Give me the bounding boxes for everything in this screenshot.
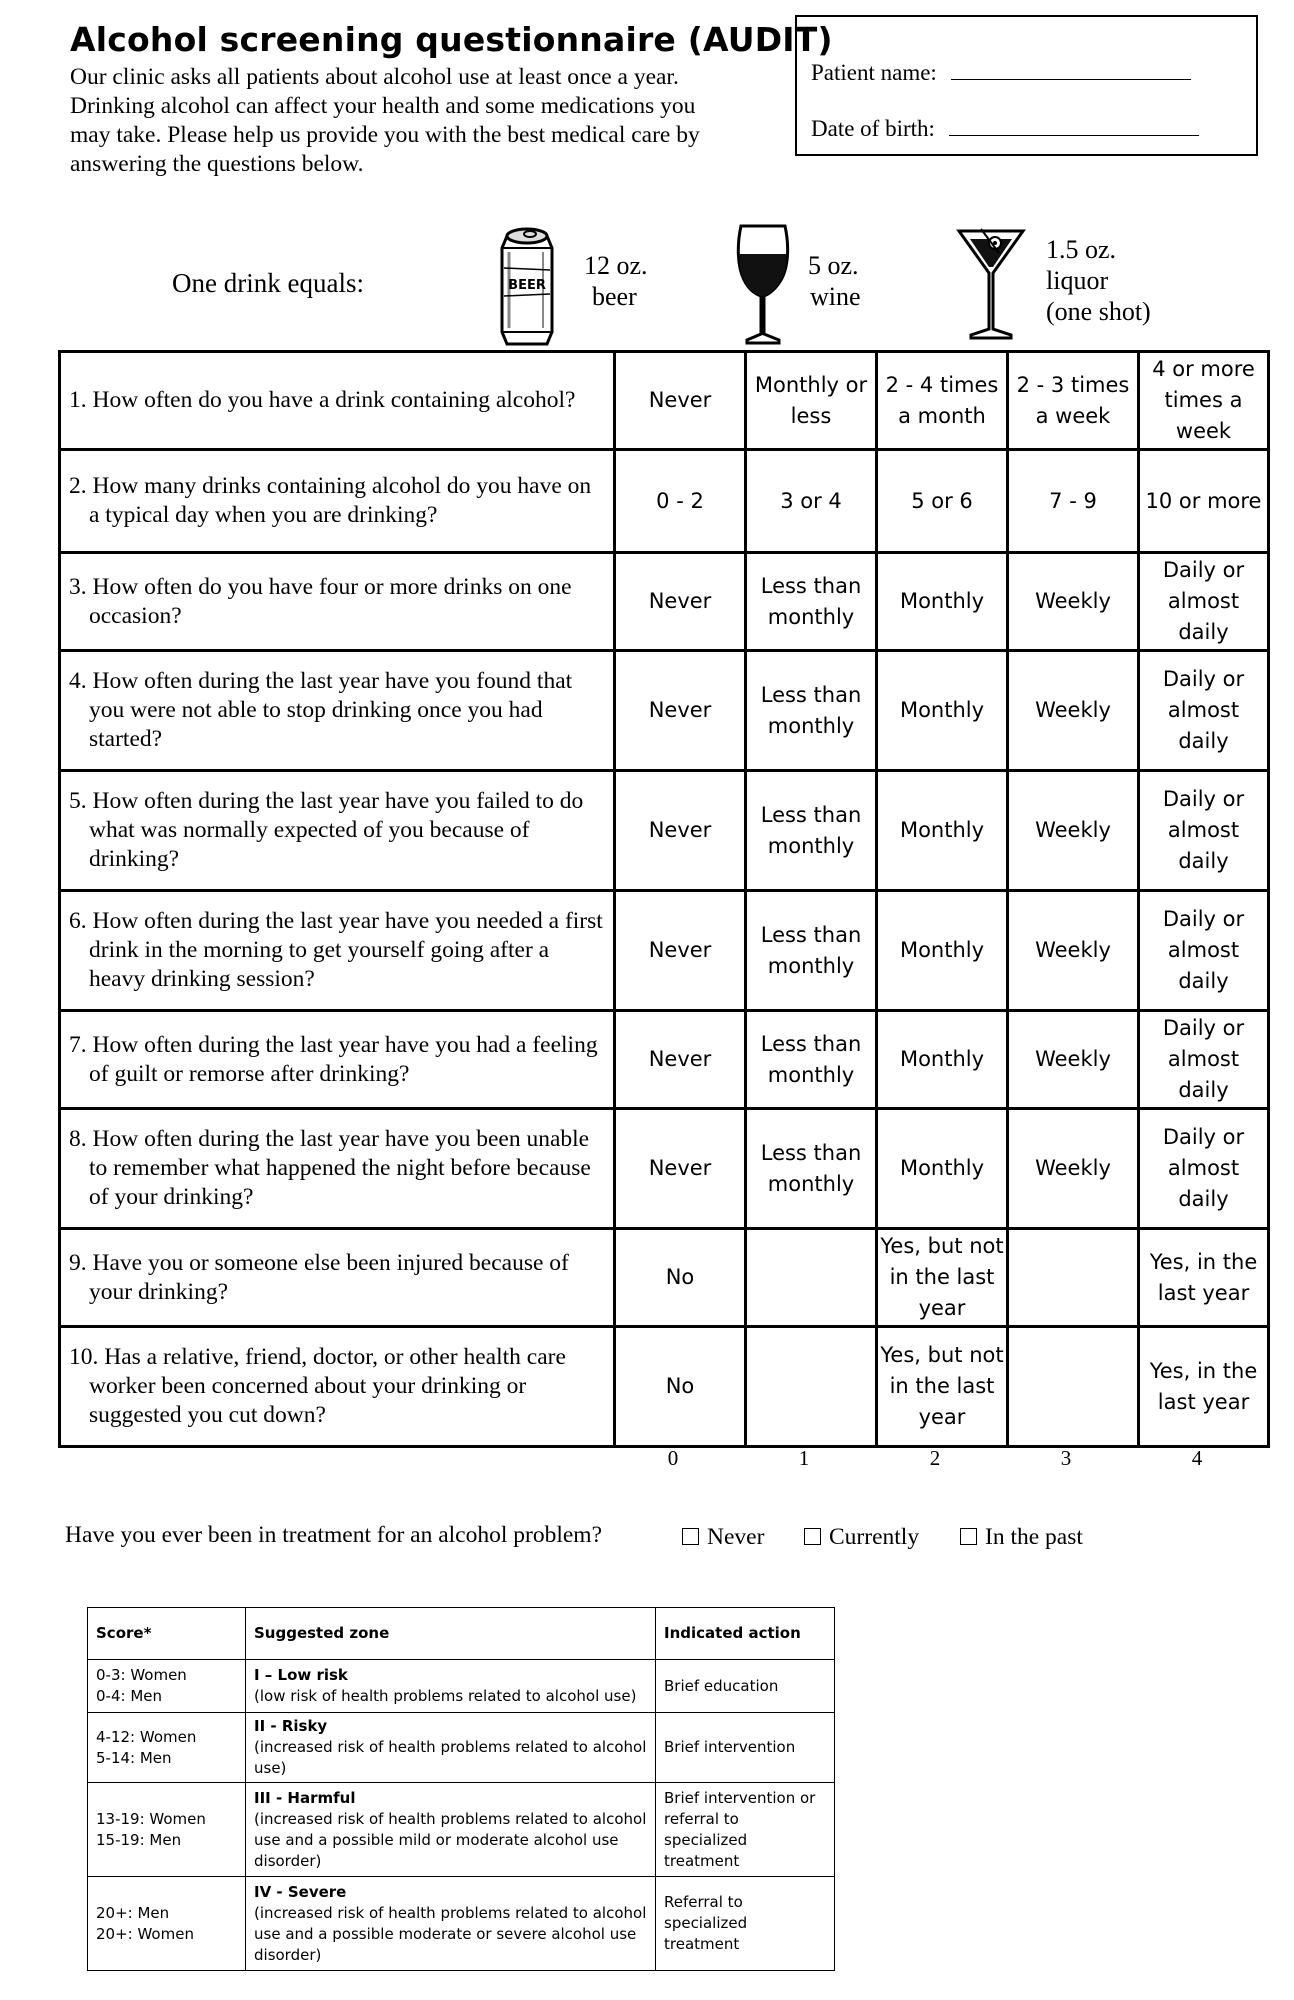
beer-can-text: BEER [508,278,546,293]
zone-row [88,1713,835,1783]
answer-option[interactable]: Less than monthly [746,1011,877,1109]
treatment-option-label: In the past [985,1524,1083,1550]
score-value: 1 [798,1446,810,1470]
patient-info-box [795,15,1258,156]
zone-name: IV - Severe [254,1882,347,1901]
score-value: 2 [929,1446,941,1470]
answer-option[interactable]: 0 - 2 [615,450,746,553]
answer-option[interactable]: 3 or 4 [746,450,877,553]
answer-option[interactable]: Never [615,1011,746,1109]
intro-line: answering the questions below. [70,151,364,177]
score-values-row [0,1446,1294,1476]
patient-name-label: Patient name: [811,60,937,85]
score-value: 4 [1191,1446,1203,1470]
score-range: 4-12: Women [96,1727,197,1746]
treatment-option-past[interactable] [960,1524,1083,1551]
question-text: 5. How often during the last year have you failed to do what was normally expected of you because of drinking? [69,788,584,872]
score-range: 13-19: Women [96,1809,206,1828]
answer-option[interactable]: Monthly [877,651,1008,771]
zone-name: II - Risky [254,1717,328,1735]
answer-option[interactable]: No [615,1327,746,1447]
zone-description: (increased risk of health problems related to alcohol use) [254,1738,647,1777]
beer-can-icon [497,222,557,353]
answer-option[interactable]: Weekly [1008,1109,1139,1229]
question-text: 8. How often during the last year have you been unable to remember what happened the night before because of your drinking? [69,1126,591,1210]
question-text: 1. How often do you have a drink containing alcohol? [69,387,576,413]
answer-option[interactable]: 7 - 9 [1008,450,1139,553]
answer-option[interactable]: Daily or almost daily [1139,651,1269,771]
answer-option[interactable]: Weekly [1008,651,1139,771]
answer-option[interactable]: Monthly [877,553,1008,651]
answer-option[interactable]: Never [615,651,746,771]
column-header: Suggested zone [246,1608,656,1660]
answer-option[interactable]: Less than monthly [746,771,877,891]
dob-label: Date of birth: [811,116,935,141]
question-row [60,651,1269,771]
column-header: Indicated action [656,1608,835,1660]
treatment-option-label: Currently [829,1524,920,1550]
question-row [60,1011,1269,1109]
patient-name-row [811,57,1191,86]
answer-option[interactable]: Less than monthly [746,1109,877,1229]
question-text: 9. Have you or someone else been injured because of your drinking? [69,1249,569,1305]
drink-equivalent-label: One drink equals: [172,268,364,298]
patient-name-field[interactable] [951,57,1191,80]
indicated-action: Brief intervention or referral to specialized treatment [656,1783,835,1877]
answer-option[interactable]: No [615,1229,746,1327]
answer-option[interactable]: Monthly [877,1109,1008,1229]
liquor-note: (one shot) [1046,297,1151,326]
intro-line: may take. Please help us provide you with the best medical care by [70,122,700,148]
answer-option[interactable] [1008,1229,1139,1327]
scoring-zones-table [87,1607,835,1971]
answer-option[interactable]: Yes, in the last year [1139,1327,1269,1447]
answer-option[interactable]: Yes, but not in the last year [877,1327,1008,1447]
score-value: 3 [1060,1446,1072,1470]
indicated-action: Referral to specialized treatment [656,1877,835,1971]
question-row [60,1327,1269,1447]
beer-amount: 12 oz. [584,251,648,280]
answer-option[interactable]: Less than monthly [746,553,877,651]
indicated-action: Brief intervention [656,1713,835,1783]
answer-option[interactable]: Daily or almost daily [1139,891,1269,1011]
answer-option[interactable]: Monthly [877,771,1008,891]
answer-option[interactable]: Weekly [1008,1011,1139,1109]
checkbox-icon[interactable] [682,1528,699,1545]
zone-row [88,1660,835,1713]
question-row [60,553,1269,651]
audit-questions-table [58,350,1270,1448]
zone-name: III - Harmful [254,1788,356,1807]
answer-option[interactable]: Monthly or less [746,352,877,450]
liquor-label: liquor [1046,266,1109,295]
zone-row [88,1877,835,1971]
question-text: 6. How often during the last year have you needed a first drink in the morning to get yourself going after a heavy drinking session? [69,908,603,992]
score-range: 20+: Men [96,1903,170,1922]
beer-size [584,250,648,312]
answer-option[interactable] [1008,1327,1139,1447]
answer-option[interactable]: Never [615,553,746,651]
treatment-option-label: Never [707,1524,765,1550]
answer-option[interactable]: Never [615,891,746,1011]
score-value: 0 [667,1446,679,1470]
indicated-action: Brief education [656,1660,835,1713]
score-range: 20+: Women [96,1924,194,1943]
answer-option[interactable]: Weekly [1008,553,1139,651]
page-title: Alcohol screening questionnaire (AUDIT) [70,20,833,59]
zone-description: (increased risk of health problems related to alcohol use and a possible mild or moderate alcohol use disorder) [254,1809,647,1870]
zone-row [88,1783,835,1877]
answer-option[interactable]: Never [615,1109,746,1229]
checkbox-icon[interactable] [960,1528,977,1545]
answer-option[interactable]: Daily or almost daily [1139,553,1269,651]
answer-option[interactable]: Daily or almost daily [1139,1011,1269,1109]
answer-option[interactable]: 5 or 6 [877,450,1008,553]
question-text: 4. How often during the last year have you found that you were not able to stop drinking once you had started? [69,668,573,752]
zones-header-row [88,1608,835,1660]
answer-option[interactable]: Never [615,352,746,450]
answer-option[interactable] [746,1327,877,1447]
treatment-option-currently[interactable] [804,1524,919,1551]
dob-row [811,113,1199,142]
answer-option[interactable]: Monthly [877,891,1008,1011]
liquor-amount: 1.5 oz. [1046,235,1117,264]
question-row [60,1109,1269,1229]
question-text: 10. Has a relative, friend, doctor, or other health care worker been concerned about your drinking or suggested you cut down? [69,1344,566,1428]
answer-option[interactable]: Less than monthly [746,651,877,771]
question-text: 3. How often do you have four or more drinks on one occasion? [69,573,572,629]
question-text: 2. How many drinks containing alcohol do you have on a typical day when you are drinking? [69,473,592,528]
score-range: 0-4: Men [96,1687,162,1705]
answer-option[interactable]: 10 or more [1139,450,1269,553]
question-text: 7. How often during the last year have you had a feeling of guilt or remorse after drinking? [69,1031,598,1087]
treatment-question: Have you ever been in treatment for an alcohol problem? [65,1522,603,1548]
martini-glass-icon [955,225,1027,346]
wine-amount: 5 oz. [808,251,859,280]
answer-option[interactable]: Daily or almost daily [1139,1109,1269,1229]
question-row [60,1229,1269,1327]
liquor-size [1046,234,1151,327]
wine-size [808,250,861,312]
intro-line: Our clinic asks all patients about alcohol use at least once a year. [70,64,679,90]
answer-option[interactable]: Less than monthly [746,891,877,1011]
answer-option[interactable]: Yes, in the last year [1139,1229,1269,1327]
wine-label: wine [810,282,861,311]
zone-description: (increased risk of health problems related to alcohol use and a possible moderate or severe alcohol use disorder) [254,1903,647,1964]
answer-option[interactable]: 2 - 4 times a month [877,352,1008,450]
question-row [60,450,1269,553]
intro-text [70,63,770,179]
checkbox-icon[interactable] [804,1528,821,1545]
score-range: 0-3: Women [96,1666,187,1684]
answer-option[interactable]: 2 - 3 times a week [1008,352,1139,450]
answer-option[interactable]: Weekly [1008,771,1139,891]
question-row [60,352,1269,450]
question-row [60,771,1269,891]
zone-description: (low risk of health problems related to alcohol use) [254,1687,637,1705]
answer-option[interactable] [746,1229,877,1327]
answer-option[interactable]: Never [615,771,746,891]
answer-option[interactable]: Yes, but not in the last year [877,1229,1008,1327]
answer-option[interactable]: Monthly [877,1011,1008,1109]
wine-glass-icon [735,222,791,351]
intro-line: Drinking alcohol can affect your health and some medications you [70,93,696,119]
zone-name: I – Low risk [254,1666,348,1684]
answer-option[interactable]: 4 or more times a week [1139,352,1269,450]
question-row [60,891,1269,1011]
column-header: Score* [88,1608,246,1660]
score-range: 15-19: Men [96,1830,182,1849]
score-range: 5-14: Men [96,1748,172,1767]
treatment-option-never[interactable] [682,1524,764,1551]
answer-option[interactable]: Daily or almost daily [1139,771,1269,891]
beer-label: beer [592,282,637,311]
dob-field[interactable] [949,113,1199,136]
answer-option[interactable]: Weekly [1008,891,1139,1011]
